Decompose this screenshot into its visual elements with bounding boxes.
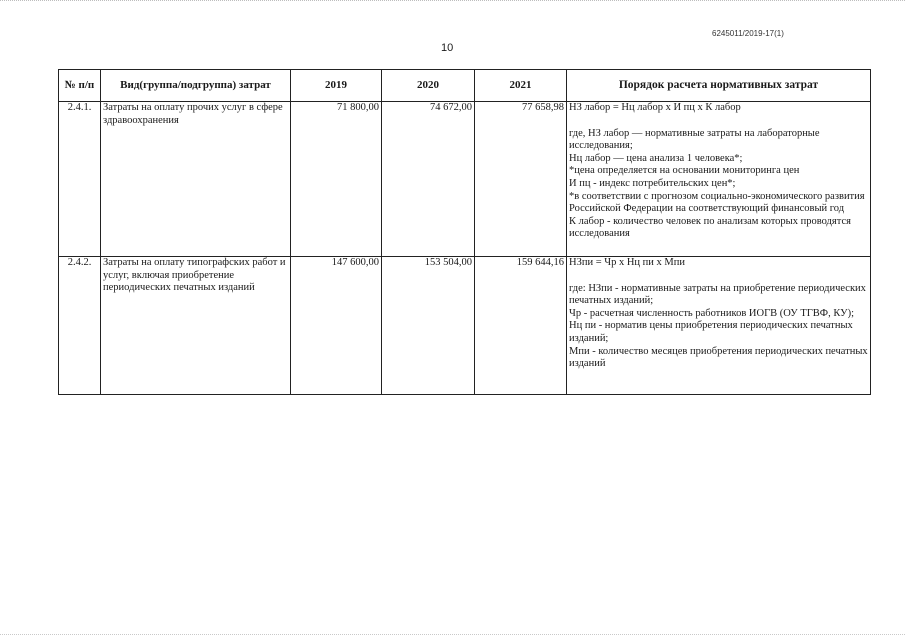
formula-line: *цена определяется на основании мониторинга цен <box>569 165 800 177</box>
table-row <box>59 102 871 257</box>
value-2020: 74 672,00 <box>382 102 475 257</box>
scan-noise-top <box>0 0 905 7</box>
formula-line: Нц лабор — цена анализа 1 человека*; <box>569 152 743 164</box>
formula-line: где: НЗпи - нормативные затраты на приобретение периодических печатных изданий; <box>569 282 866 307</box>
formula-line: К лабор - количество человек по анализам которых проводятся исследования <box>569 215 851 240</box>
column-header-2020: 2020 <box>382 70 475 102</box>
formula-line: Мпи - количество месяцев приобретения периодических печатных изданий <box>569 345 868 370</box>
row-number: 2.4.1. <box>59 102 101 257</box>
costs-table <box>58 69 871 395</box>
formula-line: И пц - индекс потребительских цен*; <box>569 177 736 189</box>
value-2020: 153 504,00 <box>382 257 475 395</box>
formula-line: НЗ лабор = Нц лабор х И пц х К лабор <box>569 102 741 113</box>
formula-line: *в соответствии с прогнозом социально-экономического развития Российской Федерации на соответствующий финансовый год <box>569 190 865 215</box>
page-number: 10 <box>441 42 454 54</box>
formula-line: Чр - расчетная численность работников ИОГВ (ОУ ТГВФ, КУ); <box>569 307 854 319</box>
value-2021: 159 644,16 <box>475 257 567 395</box>
column-header-2021: 2021 <box>475 70 567 102</box>
formula-line: Нц пи - норматив цены приобретения периодических печатных изданий; <box>569 320 853 344</box>
document-code: 6245011/2019-17(1) <box>712 29 784 38</box>
row-number: 2.4.2. <box>59 257 101 395</box>
value-2019: 71 800,00 <box>291 102 382 257</box>
formula-line: НЗпи = Чр х Нц пи х Мпи <box>569 257 685 268</box>
table-row <box>59 257 871 395</box>
formula-description <box>567 102 871 257</box>
value-2021: 77 658,98 <box>475 102 567 257</box>
cost-type-name: Затраты на оплату прочих услуг в сфере здравоохранения <box>101 102 291 257</box>
cost-type-name: Затраты на оплату типографских работ и услуг, включая приобретение периодических печатных изданий <box>101 257 291 395</box>
value-2019: 147 600,00 <box>291 257 382 395</box>
column-header-num: № п/п <box>59 70 101 102</box>
column-header-formula: Порядок расчета нормативных затрат <box>567 70 871 102</box>
table-header-row <box>59 70 871 102</box>
column-header-type: Вид(группа/подгруппа) затрат <box>101 70 291 102</box>
column-header-2019: 2019 <box>291 70 382 102</box>
formula-description <box>567 257 871 395</box>
formula-line: где, НЗ лабор — нормативные затраты на лабораторные исследования; <box>569 127 820 152</box>
